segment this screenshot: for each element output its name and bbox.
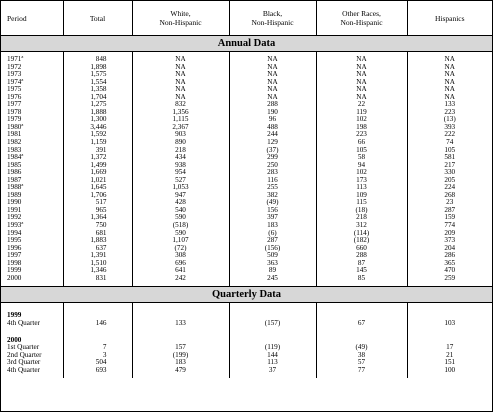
period-label: 1988 — [7, 183, 22, 192]
period-cell: 4th Quarter — [7, 365, 40, 374]
table-row — [1, 320, 492, 328]
table-row — [1, 147, 492, 155]
white-cell: 696 — [132, 260, 229, 268]
period-label: 1992 — [7, 213, 22, 222]
white-cell: 1,053 — [132, 184, 229, 192]
black-cell: 96 — [229, 116, 316, 124]
black-cell: 129 — [229, 139, 316, 147]
table-row — [1, 199, 492, 207]
other-races-cell: (182) — [316, 237, 407, 245]
other-races-cell: 102 — [316, 169, 407, 177]
black-cell: 37 — [229, 367, 316, 375]
total-cell: 1,358 — [63, 86, 132, 94]
hispanics-cell: 133 — [407, 101, 492, 109]
white-cell: 938 — [132, 162, 229, 170]
hispanics-cell: 159 — [407, 214, 492, 222]
period-label: 1975 — [7, 85, 22, 94]
other-races-cell: 105 — [316, 147, 407, 155]
other-races-cell: 22 — [316, 101, 407, 109]
table-row — [1, 192, 492, 200]
black-cell: 245 — [229, 275, 316, 283]
total-cell: 517 — [63, 199, 132, 207]
hispanics-cell: 581 — [407, 154, 492, 162]
black-cell: 382 — [229, 192, 316, 200]
white-cell: NA — [132, 64, 229, 72]
hispanics-cell: NA — [407, 71, 492, 79]
period-cell: 3rd Quarter — [7, 358, 41, 367]
total-cell: 831 — [63, 275, 132, 283]
footnote-marker: a — [21, 121, 24, 127]
white-cell: 2,367 — [132, 124, 229, 132]
other-races-cell: 119 — [316, 109, 407, 117]
hispanics-cell: 205 — [407, 177, 492, 185]
period-label: 1991 — [7, 205, 22, 214]
table-row — [1, 214, 492, 222]
header-row — [1, 1, 492, 36]
black-cell: NA — [229, 56, 316, 64]
other-races-cell: NA — [316, 64, 407, 72]
spacer-row — [1, 328, 492, 337]
period-label: 1980 — [7, 122, 22, 131]
other-races-cell: 77 — [316, 367, 407, 375]
white-cell: 540 — [132, 207, 229, 215]
period-label: 2000 — [7, 273, 22, 282]
col-header-period: Period — [1, 1, 63, 36]
white-cell: 947 — [132, 192, 229, 200]
hispanics-cell: 365 — [407, 260, 492, 268]
total-cell: 504 — [63, 359, 132, 367]
table-row — [1, 222, 492, 230]
total-cell: 1,499 — [63, 162, 132, 170]
hispanics-cell: 217 — [407, 162, 492, 170]
total-cell: 1,364 — [63, 214, 132, 222]
table-row — [1, 109, 492, 117]
table-row — [1, 359, 492, 367]
other-races-cell: 115 — [316, 199, 407, 207]
hispanics-cell: 223 — [407, 109, 492, 117]
table-row — [1, 177, 492, 185]
table-row — [1, 94, 492, 102]
total-cell: 681 — [63, 230, 132, 238]
period-label: 1972 — [7, 62, 22, 71]
total-cell: 1,706 — [63, 192, 132, 200]
white-cell: 242 — [132, 275, 229, 283]
total-cell: 1,554 — [63, 79, 132, 87]
section-header-annual — [1, 36, 492, 52]
white-cell: 1,356 — [132, 109, 229, 117]
hispanics-cell: 105 — [407, 147, 492, 155]
white-cell: NA — [132, 94, 229, 102]
hispanics-cell: 774 — [407, 222, 492, 230]
hispanics-cell: (13) — [407, 116, 492, 124]
other-races-cell: 58 — [316, 154, 407, 162]
black-cell: (156) — [229, 245, 316, 253]
col-header-black-non-hispanic: Black, Non-Hispanic — [229, 1, 316, 36]
white-cell: 133 — [132, 320, 229, 328]
white-cell: 157 — [132, 344, 229, 352]
housing-data-table — [1, 1, 492, 378]
table-row — [1, 344, 492, 352]
black-cell: NA — [229, 86, 316, 94]
total-cell: 1,704 — [63, 94, 132, 102]
black-cell: 488 — [229, 124, 316, 132]
hispanics-cell: 103 — [407, 320, 492, 328]
total-cell: 3,446 — [63, 124, 132, 132]
quarter-year-label: 1999 — [7, 311, 22, 320]
white-cell: (199) — [132, 352, 229, 360]
black-cell: (49) — [229, 199, 316, 207]
hispanics-cell: 21 — [407, 352, 492, 360]
hispanics-cell: NA — [407, 79, 492, 87]
other-races-cell: NA — [316, 86, 407, 94]
other-races-cell: 288 — [316, 252, 407, 260]
other-races-cell: NA — [316, 79, 407, 87]
total-cell: 1,592 — [63, 131, 132, 139]
hispanics-cell: 268 — [407, 192, 492, 200]
period-label: 1973 — [7, 70, 22, 79]
hispanics-cell: 23 — [407, 199, 492, 207]
hispanics-cell: 224 — [407, 184, 492, 192]
white-cell: 641 — [132, 267, 229, 275]
col-header-other-races: Other Races, Non-Hispanic — [316, 1, 407, 36]
white-cell: NA — [132, 56, 229, 64]
black-cell: 283 — [229, 169, 316, 177]
white-cell: 218 — [132, 147, 229, 155]
other-races-cell: (49) — [316, 344, 407, 352]
other-races-cell: 198 — [316, 124, 407, 132]
black-cell: 299 — [229, 154, 316, 162]
other-races-cell: (114) — [316, 230, 407, 238]
total-cell: 1,300 — [63, 116, 132, 124]
black-cell: NA — [229, 79, 316, 87]
period-label: 1976 — [7, 92, 22, 101]
black-cell: 244 — [229, 131, 316, 139]
period-label: 1984 — [7, 153, 22, 162]
period-label: 1971 — [7, 55, 22, 63]
footnote-marker: a — [21, 54, 24, 59]
total-cell: 391 — [63, 147, 132, 155]
period-label: 1995 — [7, 236, 22, 245]
white-cell: NA — [132, 71, 229, 79]
col-header-white-non-hispanic: White, Non-Hispanic — [132, 1, 229, 36]
period-label: 1997 — [7, 251, 22, 260]
total-cell: 1,898 — [63, 64, 132, 72]
period-label: 1981 — [7, 130, 22, 139]
black-cell: 89 — [229, 267, 316, 275]
hispanics-cell: 470 — [407, 267, 492, 275]
hispanics-cell: 373 — [407, 237, 492, 245]
hispanics-cell: 204 — [407, 245, 492, 253]
other-races-cell: 87 — [316, 260, 407, 268]
white-cell: 954 — [132, 169, 229, 177]
period-cell: 1st Quarter — [7, 343, 40, 352]
hispanics-cell: 100 — [407, 367, 492, 375]
table-row — [1, 162, 492, 170]
table-row — [1, 71, 492, 79]
other-races-cell: (18) — [316, 207, 407, 215]
total-cell: 1,372 — [63, 154, 132, 162]
footnote-marker: a — [21, 220, 24, 226]
table-row — [1, 56, 492, 64]
period-cell — [1, 275, 63, 283]
white-cell: 479 — [132, 367, 229, 375]
black-cell: (6) — [229, 230, 316, 238]
period-label: 1987 — [7, 175, 22, 184]
black-cell: 397 — [229, 214, 316, 222]
table-row — [1, 267, 492, 275]
period-label: 1994 — [7, 228, 22, 237]
white-cell: 308 — [132, 252, 229, 260]
table-row — [1, 352, 492, 360]
table-row — [1, 169, 492, 177]
total-cell: 848 — [63, 56, 132, 64]
period-label: 1978 — [7, 107, 22, 116]
hispanics-cell: 74 — [407, 139, 492, 147]
quarter-year-row — [1, 312, 492, 320]
total-cell: 1,645 — [63, 184, 132, 192]
hispanics-cell: 17 — [407, 344, 492, 352]
table-row — [1, 124, 492, 132]
black-cell: (37) — [229, 147, 316, 155]
hispanics-cell: 286 — [407, 252, 492, 260]
white-cell: 428 — [132, 199, 229, 207]
other-races-cell: 312 — [316, 222, 407, 230]
other-races-cell: NA — [316, 94, 407, 102]
footnote-marker: a — [21, 76, 24, 82]
period-label: 1985 — [7, 160, 22, 169]
black-cell: NA — [229, 71, 316, 79]
table-row — [1, 252, 492, 260]
table-row — [1, 260, 492, 268]
table-body — [1, 36, 492, 379]
black-cell: 116 — [229, 177, 316, 185]
total-cell: 750 — [63, 222, 132, 230]
white-cell: 590 — [132, 214, 229, 222]
black-cell: (157) — [229, 320, 316, 328]
hispanics-cell: 151 — [407, 359, 492, 367]
white-cell: (72) — [132, 245, 229, 253]
period-label: 1982 — [7, 138, 22, 147]
other-races-cell: NA — [316, 71, 407, 79]
table-row — [1, 139, 492, 147]
black-cell: 183 — [229, 222, 316, 230]
table-row — [1, 64, 492, 72]
other-races-cell: 218 — [316, 214, 407, 222]
black-cell: 156 — [229, 207, 316, 215]
black-cell: NA — [229, 64, 316, 72]
black-cell: 250 — [229, 162, 316, 170]
footnote-marker: a — [21, 152, 24, 158]
total-cell: 637 — [63, 245, 132, 253]
other-races-cell: 94 — [316, 162, 407, 170]
black-cell: (119) — [229, 344, 316, 352]
table-row — [1, 237, 492, 245]
white-cell: 1,115 — [132, 116, 229, 124]
table-row — [1, 154, 492, 162]
black-cell: 287 — [229, 237, 316, 245]
total-cell: 1,883 — [63, 237, 132, 245]
hispanics-cell: NA — [407, 94, 492, 102]
other-races-cell: 67 — [316, 320, 407, 328]
spacer-row — [1, 303, 492, 313]
table-row — [1, 207, 492, 215]
table-row — [1, 367, 492, 375]
other-races-cell: NA — [316, 56, 407, 64]
col-header-total: Total — [63, 1, 132, 36]
period-label: 1983 — [7, 145, 22, 154]
total-cell: 7 — [63, 344, 132, 352]
spacer-row — [1, 374, 492, 378]
hispanics-cell: NA — [407, 86, 492, 94]
period-cell: 2nd Quarter — [7, 350, 42, 359]
other-races-cell: 38 — [316, 352, 407, 360]
total-cell: 1,391 — [63, 252, 132, 260]
period-label: 1999 — [7, 266, 22, 275]
other-races-cell: 660 — [316, 245, 407, 253]
section-title-annual: Annual Data — [1, 36, 492, 52]
total-cell: 1,021 — [63, 177, 132, 185]
section-title-quarterly: Quarterly Data — [1, 287, 492, 303]
total-cell: 1,275 — [63, 101, 132, 109]
white-cell: 832 — [132, 101, 229, 109]
other-races-cell: 223 — [316, 131, 407, 139]
white-cell: 527 — [132, 177, 229, 185]
hispanics-cell: 330 — [407, 169, 492, 177]
quarter-year-label: 2000 — [7, 335, 22, 344]
white-cell: (518) — [132, 222, 229, 230]
table-row — [1, 230, 492, 238]
black-cell: 190 — [229, 109, 316, 117]
col-header-hispanics: Hispanics — [407, 1, 492, 36]
black-cell: 255 — [229, 184, 316, 192]
total-cell: 1,888 — [63, 109, 132, 117]
table-row — [1, 245, 492, 253]
table-row — [1, 275, 492, 283]
section-header-quarterly — [1, 287, 492, 303]
period-label: 1993 — [7, 221, 22, 230]
other-races-cell: 66 — [316, 139, 407, 147]
hispanics-cell: 393 — [407, 124, 492, 132]
total-cell: 3 — [63, 352, 132, 360]
total-cell: 1,510 — [63, 260, 132, 268]
total-cell: 965 — [63, 207, 132, 215]
total-cell: 693 — [63, 367, 132, 375]
period-label: 1990 — [7, 198, 22, 207]
total-cell: 1,346 — [63, 267, 132, 275]
black-cell: 144 — [229, 352, 316, 360]
white-cell: NA — [132, 79, 229, 87]
hispanics-cell: NA — [407, 64, 492, 72]
total-cell: 1,669 — [63, 169, 132, 177]
hispanics-cell: 287 — [407, 207, 492, 215]
total-cell: 146 — [63, 320, 132, 328]
total-cell: 1,159 — [63, 139, 132, 147]
period-label: 1986 — [7, 168, 22, 177]
black-cell: 363 — [229, 260, 316, 268]
table-row — [1, 184, 492, 192]
white-cell: 183 — [132, 359, 229, 367]
other-races-cell: 109 — [316, 192, 407, 200]
hispanics-cell: NA — [407, 56, 492, 64]
white-cell: 890 — [132, 139, 229, 147]
footnote-marker: a — [21, 182, 24, 188]
table-row — [1, 86, 492, 94]
other-races-cell: 145 — [316, 267, 407, 275]
other-races-cell: 57 — [316, 359, 407, 367]
period-label: 1977 — [7, 100, 22, 109]
hispanics-cell: 222 — [407, 131, 492, 139]
white-cell: 903 — [132, 131, 229, 139]
white-cell: NA — [132, 86, 229, 94]
table-row — [1, 131, 492, 139]
white-cell: 590 — [132, 230, 229, 238]
other-races-cell: 102 — [316, 116, 407, 124]
total-cell: 1,575 — [63, 71, 132, 79]
table-row — [1, 79, 492, 87]
table-row — [1, 101, 492, 109]
quarter-year-row — [1, 337, 492, 345]
period-label: 1974 — [7, 77, 22, 86]
black-cell: 288 — [229, 101, 316, 109]
period-label: 1996 — [7, 243, 22, 252]
period-label: 1998 — [7, 258, 22, 267]
black-cell: NA — [229, 94, 316, 102]
white-cell: 1,107 — [132, 237, 229, 245]
table-row — [1, 116, 492, 124]
hispanics-cell: 259 — [407, 275, 492, 283]
other-races-cell: 173 — [316, 177, 407, 185]
black-cell: 509 — [229, 252, 316, 260]
other-races-cell: 113 — [316, 184, 407, 192]
period-cell: 4th Quarter — [7, 318, 40, 327]
other-races-cell: 85 — [316, 275, 407, 283]
hispanics-cell: 209 — [407, 230, 492, 238]
black-cell: 113 — [229, 359, 316, 367]
period-label: 1979 — [7, 115, 22, 124]
white-cell: 434 — [132, 154, 229, 162]
period-label: 1989 — [7, 190, 22, 199]
